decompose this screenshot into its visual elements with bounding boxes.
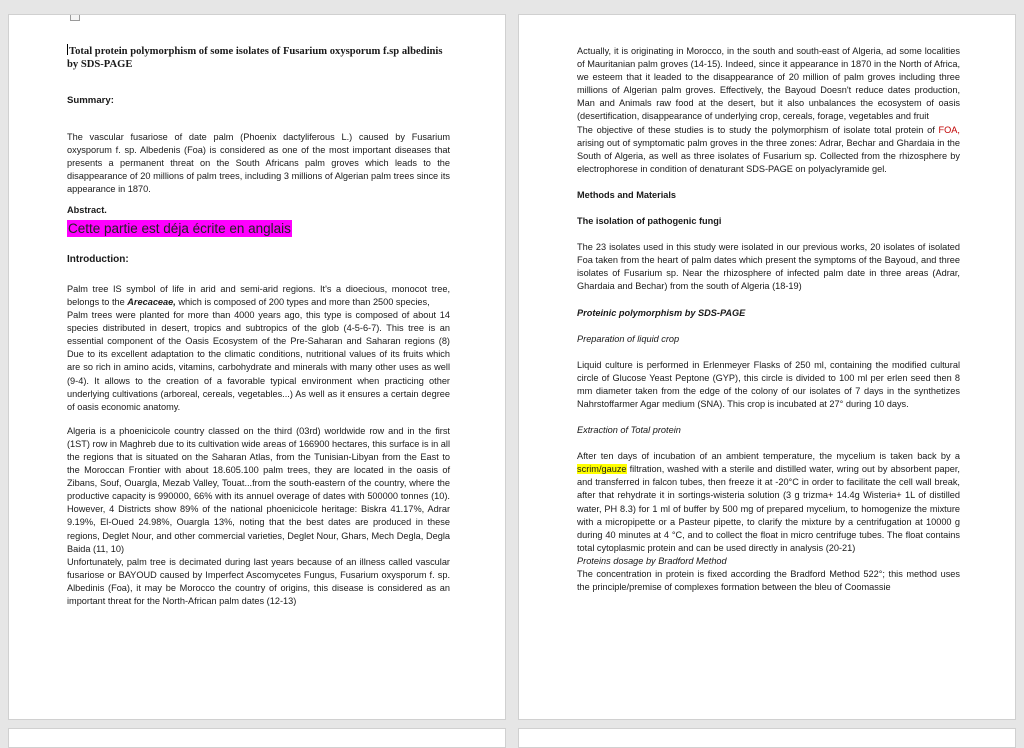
left-column xyxy=(67,44,450,608)
intro-p1-family: Arecaceae, xyxy=(127,296,176,307)
intro-paragraph-2[interactable]: Palm trees were planted for more than 4000 years ago, this type is composed of about 14 species distributed in desert, tropics and subtropics of the glob (4-5-6-7). This tree is an essential component of the Oasis Ecosystem of the Pre-Saharan and Saharan regions (8) Due to its excellent adaptation to the climatic conditions, nutritional values of its fruits which are so rich in amino acids, vitamins, carbohydrate and minerals with many other uses as well (9-4). It allows to the creation of a favorable typical environment when practicing other underlying cultivations (arboreal, cereals, vegetables...) As well as it ensures a certain degree of oasis economic anatomy. xyxy=(67,310,450,412)
document-page-right xyxy=(518,14,1016,720)
margin-corner-mark xyxy=(70,15,80,21)
culture-heading[interactable]: Preparation of liquid crop xyxy=(577,333,680,344)
document-title[interactable]: Total protein polymorphism of some isolates of Fusarium oxysporum f.sp albedinis by SDS-PAGE xyxy=(67,46,443,70)
abstract-note-line[interactable] xyxy=(67,220,450,237)
abstract-note-highlight: Cette partie est déja écrite en anglais xyxy=(68,220,291,236)
extraction-heading[interactable]: Extraction of Total protein xyxy=(577,425,681,436)
summary-heading[interactable]: Summary: xyxy=(67,95,114,106)
summary-paragraph[interactable]: The vascular fusariose of date palm (Phoenix dactyliferous L.) caused by Fusarium oxysporum f. sp. Albedenis (Foa) is considered as one of the most important diseases that presents a permanent threat on the South Africans palm groves which leads to the disappearance of 20 millions of palm trees, including 3 millions of Algerian palm trees since its appearance in 1870. xyxy=(67,132,450,195)
right-column xyxy=(577,45,960,594)
intro-p1-text-b: which is composed of 200 types and more than 2500 species, xyxy=(175,296,430,307)
scrim-gauze-highlight: scrim/gauze xyxy=(577,464,627,475)
isolation-heading[interactable]: The isolation of pathogenic fungi xyxy=(577,216,722,227)
abstract-heading[interactable]: Abstract. xyxy=(67,204,107,215)
intro-paragraph-4[interactable]: Unfortunately, palm tree is decimated during last years because of an illness called vascular fusariose or BAYOUD caused by Imperfect Ascomycetes Fungus, Fusarium oxysporum f. sp. Albedinis (Foa), it may be Morocco the country of origins, this disease is considered as an important threat for the North-African palm dates (12-13) xyxy=(67,556,450,606)
extraction-text-a: After ten days of incubation of an ambient temperature, the mycelium is taken back by a xyxy=(577,451,960,462)
proteinic-heading[interactable]: Proteinic polymorphism by SDS-PAGE xyxy=(577,307,746,318)
intro-p1-text-a: Palm tree IS symbol of life in arid and semi-arid regions. It's a dioecious, monocot tree, belongs to the xyxy=(67,283,450,307)
extraction-text-b: filtration, washed with a sterile and distilled water, wring out by absorbent paper, and transferred in falcon tubes, then freeze it at -20°C in order to facilitate the cell wall break, after that rehydrate it in sortings-wisteria solution (3 g trizma+ 14.4g Wisteria+ 1L of distilled water, PH 8.3) for 1 ml of buffer by 500 mg of prepared mycelium, to homogenize the mixture with a micropipette or a Pasteur pipette, to clarify the mixture by a centrifugation at 10000 g during 40 minutes at 4 °C, and to collect the float in micro centrifuge tubes. The float contains total cytoplasmic protein and can be used directly in analysis (20-21) xyxy=(577,464,960,553)
methods-heading[interactable]: Methods and Materials xyxy=(577,189,677,200)
culture-paragraph[interactable]: Liquid culture is performed in Erlenmeyer Flasks of 250 ml, containing the modified cultural circle of Glucose Yeast Peptone (GYP), this circle is divided to 100 ml per erlen seed then 8 mm diameter taken from the edge of the colony of our isolates of 7 days in the synthetizes Nahrstoffarmer Agar medium (SNA). This crop is incubated at 27° during 10 days. xyxy=(577,359,960,409)
extraction-paragraph[interactable] xyxy=(577,450,960,555)
dosage-heading[interactable]: Proteins dosage by Bradford Method xyxy=(577,555,727,566)
intro-paragraph-1[interactable] xyxy=(67,283,450,309)
origin-paragraph[interactable]: Actually, it is originating in Morocco, in the south and south-east of Algeria, ad some localities of Mauritanian palm groves (14-15). Indeed, since it appearance in 1870 in the North of Africa, we esteem that it leaded to the disappearance of 20 million of palm groves including three millions of Algerian palm groves. Effectively, the Bayoud Doesn't reduce dates production, Man and Animals raw food at the desert, but it also unbalances the ecosystem of oasis (desertification, disappearance of underlying crop, cereals, forage, vegetables and fruit xyxy=(577,46,960,122)
intro-paragraph-3[interactable]: Algeria is a phoenicicole country classed on the third (03rd) worldwide row and in the first (1ST) row in Maghreb due to its cultivation wide areas of 166900 hectares, this surface is in all the regions that is situated on the Saharan Atlas, from the Tunisian-Libyan from the East to the Moroccan Frontier with about 18.605.100 palm trees, they are located in the oasis of Zibans, Souf, Ouargla, Mezab Valley, Touat...from the south-eastern of the country, where the productive capacity is 990000, 66% with its annuel overage of dates with 500000 tonnes (10). However, 4 Districts show 89% of the national phoenicicole heritage: Biskra 41.17%, Adrar 9.19%, El-Oued 24.98%, Ouargla 13%, noting that the best dates are produced in these regions, Deglet Nour, and other commercial varieties, Deglet Nour, Ghars, Mech Degla, Degla Baida (11, 10) xyxy=(67,425,451,554)
document-page-left xyxy=(8,14,506,720)
introduction-heading[interactable]: Introduction: xyxy=(67,253,129,265)
objective-text-a: The objective of these studies is to study the polymorphism of isolate total protein of xyxy=(577,124,939,135)
dosage-paragraph[interactable]: The concentration in protein is fixed according the Bradford Method 522°; this method uses the principle/premise of complexes formation between the bleu of Coomassie xyxy=(577,569,960,593)
isolation-paragraph[interactable]: The 23 isolates used in this study were isolated in our previous works, 20 isolates of isolated Foa taken from the heart of palm dates which present the symptoms of the Bayoud, and three isolates of Fusarium sp. Near the rhizosphere of infected palm date in three areas (Adrar, Ghardaia and Bechar) from the south of Algeria (18-19) xyxy=(577,242,960,292)
document-page-next-left xyxy=(8,728,506,748)
objective-paragraph[interactable] xyxy=(577,124,960,176)
objective-foa: FOA, xyxy=(938,124,960,135)
text-cursor xyxy=(67,44,68,55)
objective-text-b: arising out of symptomatic palm groves in the three zones: Adrar, Bechar and Ghardaia in the South of Algeria, as well as three isolates of Fusarium sp. Collected from the rhizosphere by electrophorese in condition of denaturant SDS-PAGE on polyaclyramide gel. xyxy=(577,137,960,174)
document-page-next-right xyxy=(518,728,1016,748)
